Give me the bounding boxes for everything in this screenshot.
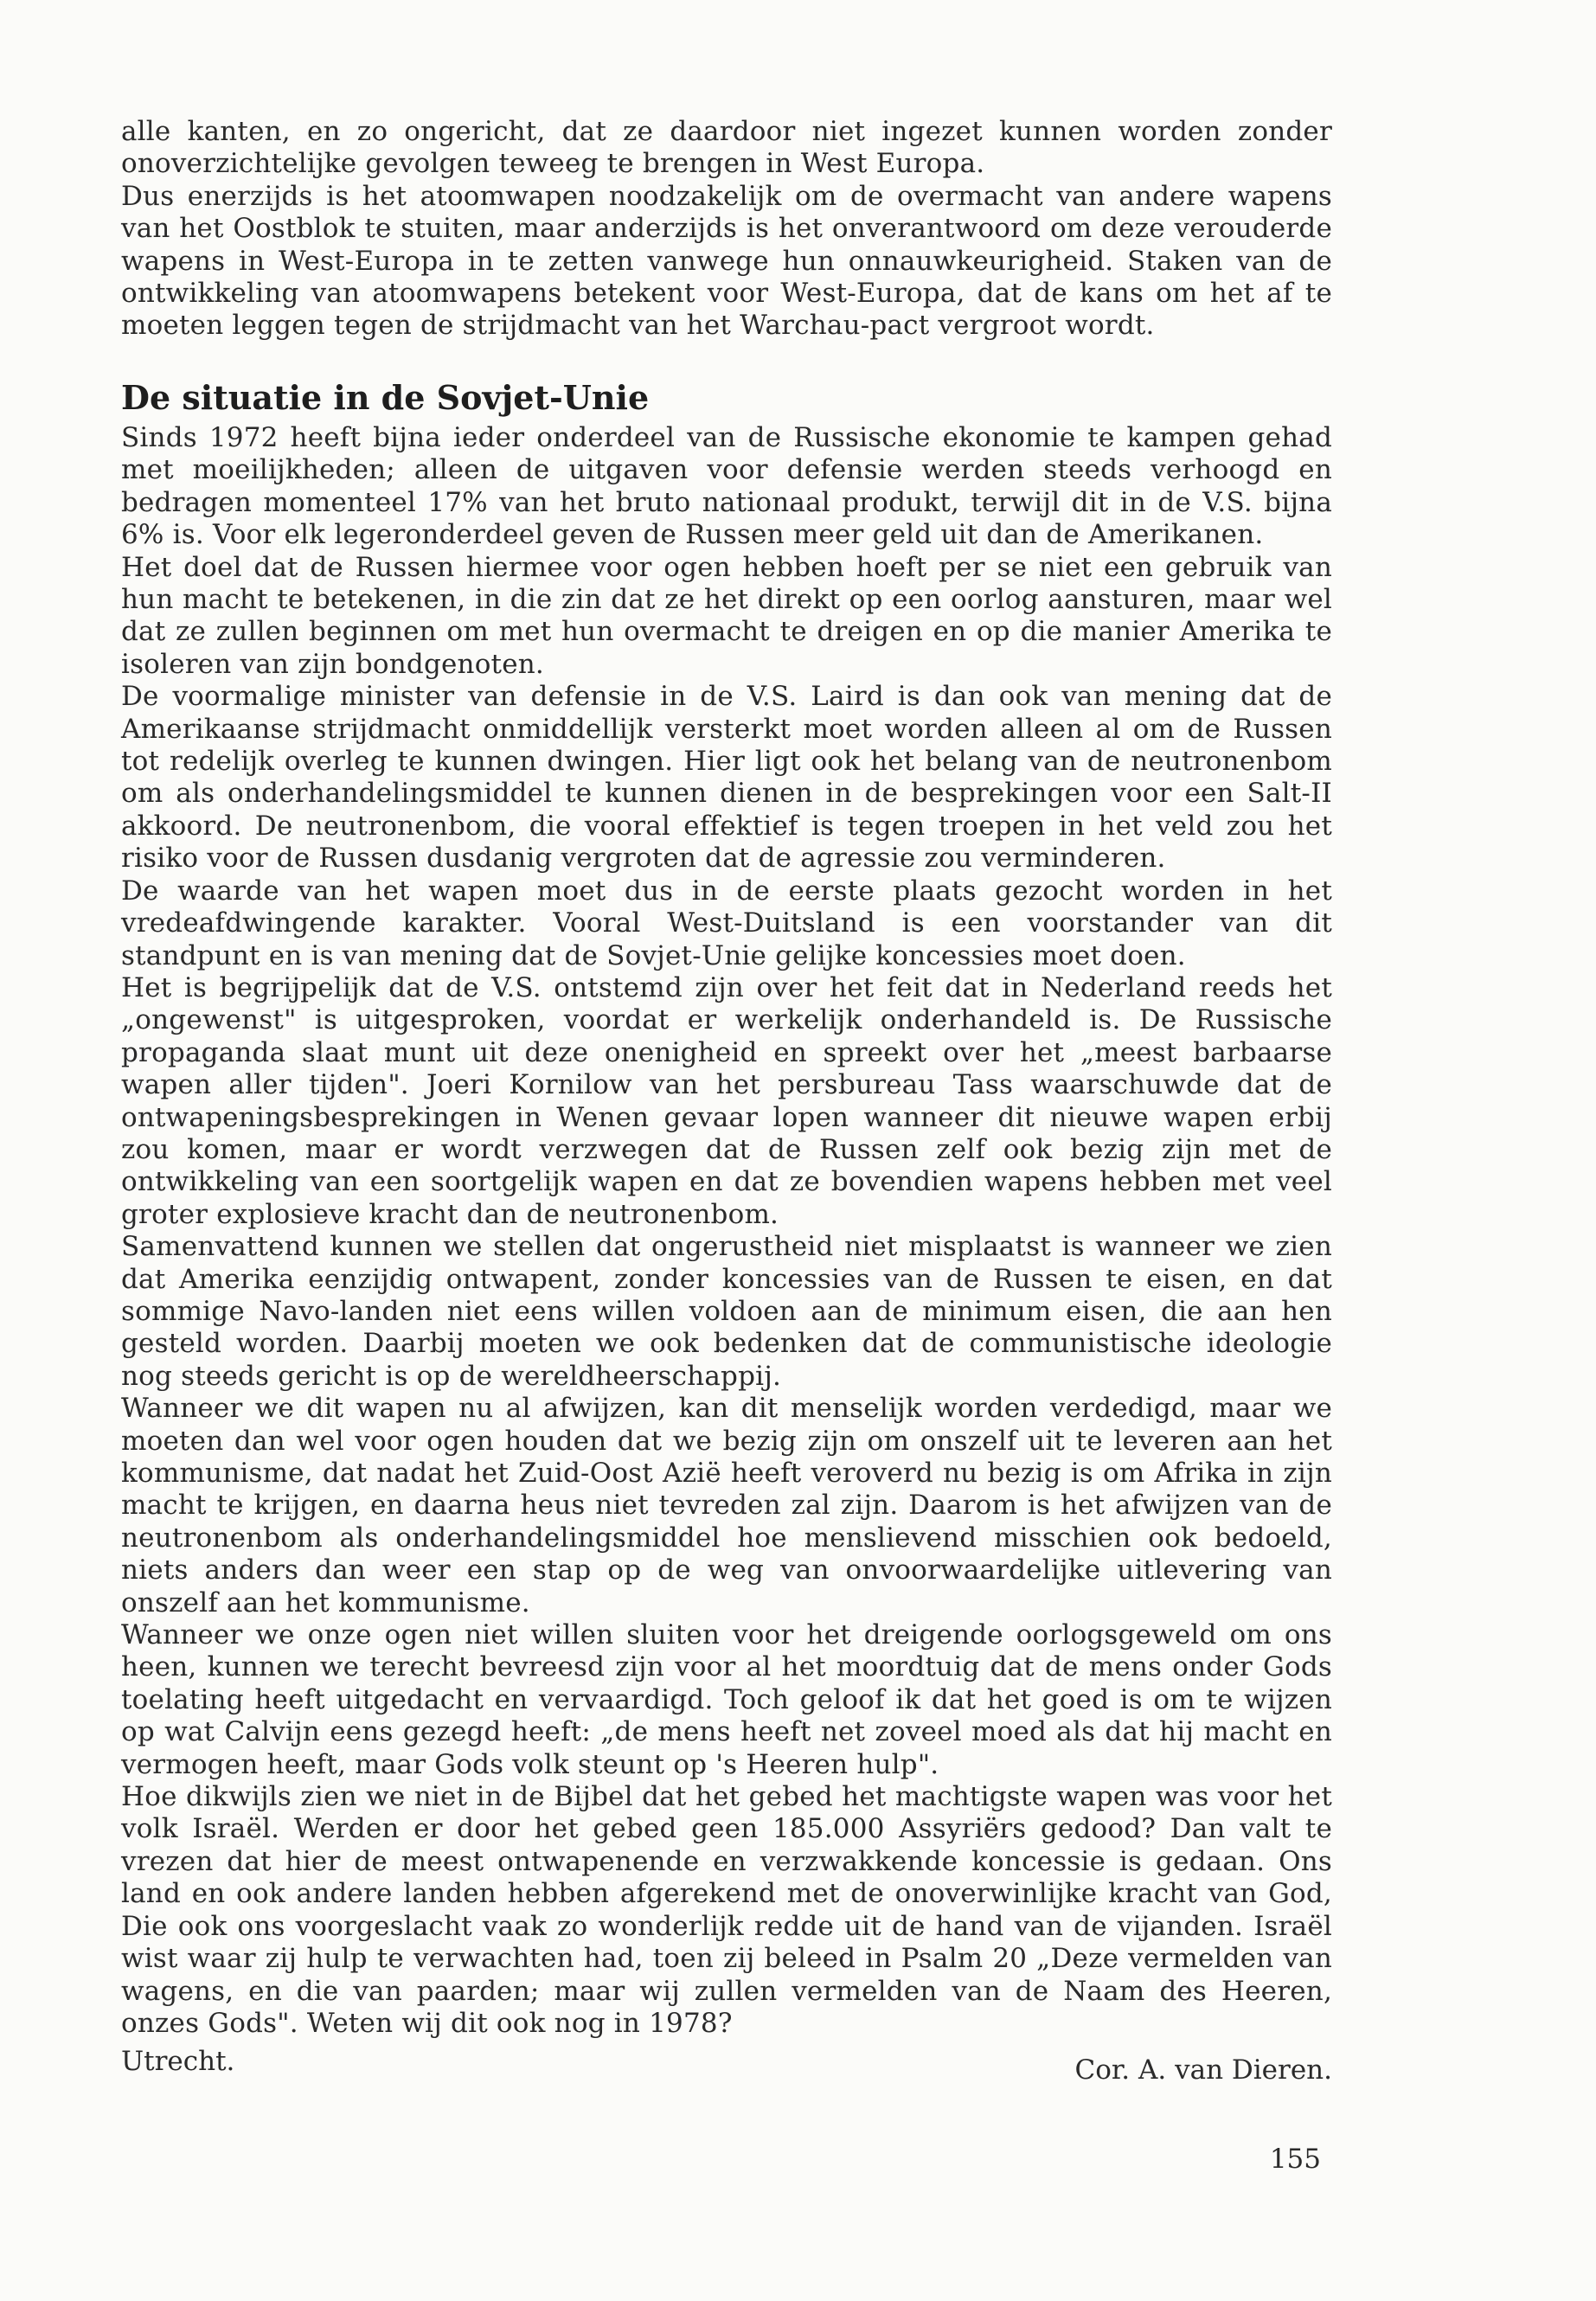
- body-paragraph-3: Het doel dat de Russen hiermee voor ogen hebben hoeft per se niet een gebruik van hun macht te betekenen, in die zin dat ze het direkt op een oorlog aansturen, maar wel dat ze zullen beginnen om met hun overmacht te dreigen en op die manier Amerika te isoleren van zijn bondgenoten.: [121, 551, 1332, 680]
- text-block-main: [121, 422, 1332, 2040]
- body-paragraph-7: Samenvattend kunnen we stellen dat ongerustheid niet misplaatst is wanneer we zien dat Amerika eenzijdig ontwapent, zonder koncessies van de Russen te eisen, en dat sommige Navo-landen niet eens willen voldoen aan de minimum eisen, die aan hen gesteld worden. Daarbij moeten we ook bedenken dat de communistische ideologie nog steeds gericht is op de wereldheerschappij.: [121, 1231, 1332, 1392]
- body-paragraph-6: Het is begrijpelijk dat de V.S. ontstemd zijn over het feit dat in Nederland reeds het „ongewenst" is uitgesproken, voordat er werkelijk onderhandeld is. De Russische propaganda slaat munt uit deze onenigheid en spreekt over het „meest barbaarse wapen aller tijden". Joeri Kornilow van het persbureau Tass waarschuwde dat de ontwapeningsbesprekingen in Wenen gevaar lopen wanneer dit nieuwe wapen erbij zou komen, maar er wordt verzwegen dat de Russen zelf ook bezig zijn met de ontwikkeling van een soortgelijk wapen en dat ze bovendien wapens hebben met veel groter explosieve kracht dan de neutronenbom.: [121, 971, 1332, 1230]
- intro-paragraph: alle kanten, en zo ongericht, dat ze daardoor niet ingezet kunnen worden zonder onoverzichtelijke gevolgen teweeg te brengen in West Europa.: [121, 116, 1332, 180]
- section-heading-block: [121, 378, 1332, 418]
- body-paragraph-5: De waarde van het wapen moet dus in de eerste plaats gezocht worden in het vredeafdwingende karakter. Vooral West-Duitsland is een voorstander van dit standpunt en is van mening dat de Sovjet-Unie gelijke koncessies moet doen.: [121, 875, 1332, 971]
- place-label: Utrecht.: [121, 2046, 235, 2077]
- body-paragraph-10: Hoe dikwijls zien we niet in de Bijbel dat het gebed het machtigste wapen was voor het volk Israël. Werden er door het gebed geen 185.000 Assyriërs gedood? Dan valt te vrezen dat hier de meest ontwapenende en verzwakkende koncessie is gedaan. Ons land en ook andere landen hebben afgerekend met de onoverwinlijke kracht van God, Die ook ons voorgeslacht vaak zo wonderlijk redde uit de hand van de vijanden. Israël wist waar zij hulp te verwachten had, toen zij beleed in Psalm 20 „Deze vermelden van wagens, en die van paarden; maar wij zullen vermelden van de Naam des Heeren, onzes Gods". Weten wij dit ook nog in 1978?: [121, 1781, 1332, 2039]
- body-paragraph-8: Wanneer we dit wapen nu al afwijzen, kan dit menselijk worden verdedigd, maar we moeten dan wel voor ogen houden dat we bezig zijn om onszelf uit te leveren aan het kommunisme, dat nadat het Zuid-Oost Azië heeft veroverd nu bezig is om Afrika in zijn macht te krijgen, en daarna heus niet tevreden zal zijn. Daarom is het afwijzen van de neutronenbom als onderhandelingsmiddel hoe menslievend misschien ook bedoeld, niets anders dan weer een stap op de weg van onvoorwaardelijke uitlevering van onszelf aan het kommunisme.: [121, 1393, 1332, 1618]
- page-number: 155: [1269, 2144, 1321, 2175]
- section-heading: De situatie in de Sovjet-Unie: [121, 378, 650, 417]
- body-paragraph-4: De voormalige minister van defensie in de V.S. Laird is dan ook van mening dat de Amerikaanse strijdmacht onmiddellijk versterkt moet worden alleen al om de Russen tot redelijk overleg te kunnen dwingen. Hier ligt ook het belang van de neutronenbom om als onderhandelingsmiddel te kunnen dienen in de besprekingen voor een Salt-II akkoord. De neutronenbom, die vooral effektief is tegen troepen in het veld zou het risiko voor de Russen dusdanig vergroten dat de agressie zou verminderen.: [121, 681, 1332, 875]
- body-paragraph-9: Wanneer we onze ogen niet willen sluiten voor het dreigende oorlogsgeweld om ons heen, kunnen we terecht bevreesd zijn voor al het moordtuig dat de mens onder Gods toelating heeft uitgedacht en vervaardigd. Toch geloof ik dat het goed is om te wijzen op wat Calvijn eens gezegd heeft: „de mens heeft net zoveel moed als dat hij macht en vermogen heeft, maar Gods volk steunt op 's Heeren hulp".: [121, 1619, 1332, 1780]
- body-paragraph-1: Dus enerzijds is het atoomwapen noodzakelijk om de overmacht van andere wapens van het Oostblok te stuiten, maar anderzijds is het onverantwoord om deze verouderde wapens in West-Europa in te zetten vanwege hun onnauwkeurigheid. Staken van de ontwikkeling van atoomwapens betekent voor West-Europa, dat de kans om het af te moeten leggen tegen de strijdmacht van het Warchau-pact vergroot wordt.: [121, 180, 1332, 342]
- author-name: Cor. A. van Dieren.: [1074, 2054, 1332, 2086]
- text-block-top: [121, 116, 1332, 343]
- body-paragraph-2: Sinds 1972 heeft bijna ieder onderdeel van de Russische ekonomie te kampen gehad met moeilijkheden; alleen de uitgaven voor defensie werden steeds verhoogd en bedragen momenteel 17% van het bruto nationaal produkt, terwijl dit in de V.S. bijna 6% is. Voor elk legeronderdeel geven de Russen meer geld uit dan de Amerikanen.: [121, 422, 1332, 551]
